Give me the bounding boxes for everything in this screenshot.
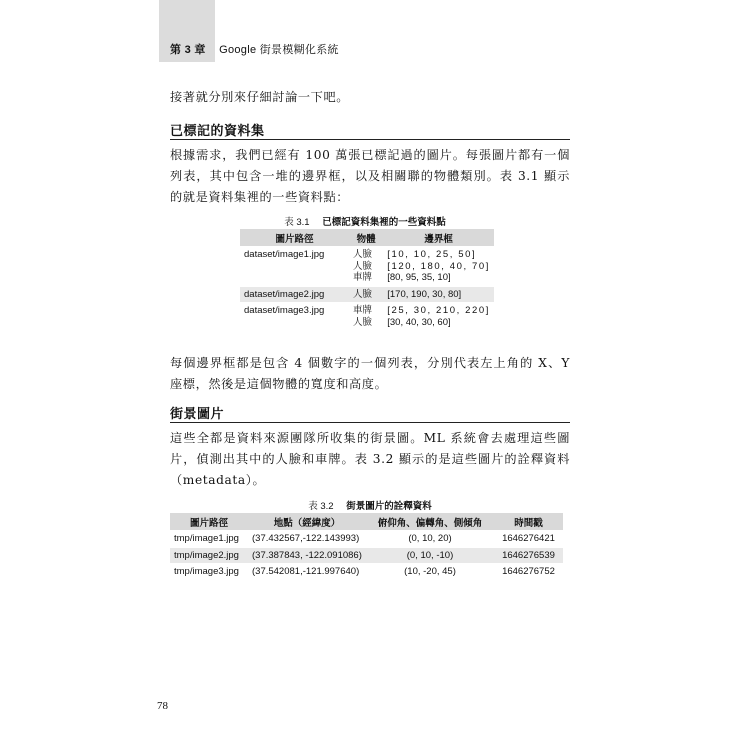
table-cell-angles: (0, 10, -10)	[366, 547, 494, 564]
page-number: 78	[157, 700, 168, 712]
table-cell-boxes	[383, 303, 494, 331]
table-cell-objects	[349, 303, 383, 331]
table1	[240, 229, 494, 330]
table-cell-angles: (10, -20, 45)	[366, 564, 494, 580]
section-rule	[170, 139, 570, 140]
chapter-number: 第 3 章	[170, 44, 206, 56]
table-row	[240, 286, 494, 303]
object-label: 人臉	[353, 260, 373, 272]
object-label: 車牌	[353, 272, 373, 283]
table1-header-row	[240, 229, 494, 247]
table1-header-box: 邊界框	[383, 229, 494, 247]
section-title-labeled-dataset: 已標記的資料集	[170, 124, 265, 139]
section1-paragraph: 根據需求，我們已經有 100 萬張已標記過的圖片。每張圖片都有一個列表，其中包含一堆的邊界框，以及相關聯的物體類別。表 3.1 顯示的就是資料集裡的一些資料點：	[170, 148, 570, 204]
table-cell-timestamp: 1646276421	[494, 531, 563, 548]
table2-header-row	[170, 513, 563, 531]
bbox-value: [25, 30, 210, 220]	[387, 305, 490, 316]
table-cell-location: (37.542081,-121.997640)	[248, 564, 366, 580]
table2-caption	[170, 498, 570, 512]
section2-paragraph: 這些全都是資料來源團隊所收集的街景圖。ML 系統會去處理這些圖片，偵測出其中的人臉和車牌。表 3.2 顯示的是這些圖片的詮釋資料（metadata）。	[170, 431, 570, 487]
table2-caption-title: 街景圖片的詮釋資料	[346, 501, 432, 512]
table-cell-boxes	[383, 247, 494, 287]
table2-header-timestamp: 時間戳	[494, 513, 563, 531]
table1-header-object: 物體	[349, 229, 383, 247]
table1-caption-title: 已標記資料集裡的一些資料點	[322, 217, 446, 228]
table-cell-timestamp: 1646276539	[494, 547, 563, 564]
table2-header-path: 圖片路徑	[170, 513, 248, 531]
table-cell-path: dataset/image2.jpg	[240, 286, 349, 303]
table-row	[170, 564, 563, 580]
bbox-value: [120, 180, 40, 70]	[387, 260, 490, 272]
table-row	[240, 303, 494, 331]
table2	[170, 513, 563, 580]
bbox-value: [80, 95, 35, 10]	[387, 272, 451, 283]
bbox-value: [30, 40, 30, 60]	[387, 316, 451, 328]
table-cell-path: dataset/image1.jpg	[240, 247, 349, 287]
chapter-title: Google 街景模糊化系統	[219, 44, 339, 56]
table-row	[240, 247, 494, 287]
bbox-value: [10, 10, 25, 50]	[387, 249, 477, 260]
chapter-header	[170, 41, 339, 57]
section-title-street-images: 街景圖片	[170, 407, 225, 422]
table-cell-boxes	[383, 286, 494, 303]
object-label: 人臉	[353, 249, 373, 260]
object-label: 人臉	[353, 316, 373, 328]
table-cell-path: dataset/image3.jpg	[240, 303, 349, 331]
table2-header-location: 地點（經緯度）	[248, 513, 366, 531]
table-cell-objects	[349, 286, 383, 303]
table-cell-path: tmp/image3.jpg	[170, 564, 248, 580]
section1-after-table-paragraph: 每個邊界框都是包含 4 個數字的一個列表，分別代表左上角的 X、Y 座標，然後是這個物體的寬度和高度。	[170, 356, 570, 391]
section-rule	[170, 422, 570, 423]
table-cell-path: tmp/image1.jpg	[170, 531, 248, 548]
table2-header-angles: 俯仰角、偏轉角、側傾角	[366, 513, 494, 531]
table-cell-location: (37.432567,-122.143993)	[248, 531, 366, 548]
table-cell-path: tmp/image2.jpg	[170, 547, 248, 564]
object-label: 人臉	[353, 288, 373, 300]
object-label: 車牌	[353, 305, 373, 316]
table1-caption-number: 表 3.1	[284, 217, 310, 228]
table1-header-path: 圖片路徑	[240, 229, 349, 247]
table-cell-location: (37.387843, -122.091086)	[248, 547, 366, 564]
table2-caption-number: 表 3.2	[308, 501, 334, 512]
intro-paragraph: 接著就分別來仔細討論一下吧。	[170, 90, 350, 104]
table-row	[170, 547, 563, 564]
table-row	[170, 531, 563, 548]
table1-caption	[240, 214, 490, 228]
bbox-value: [170, 190, 30, 80]	[387, 288, 462, 300]
table-cell-timestamp: 1646276752	[494, 564, 563, 580]
table-cell-objects	[349, 247, 383, 287]
table-cell-angles: (0, 10, 20)	[366, 531, 494, 548]
